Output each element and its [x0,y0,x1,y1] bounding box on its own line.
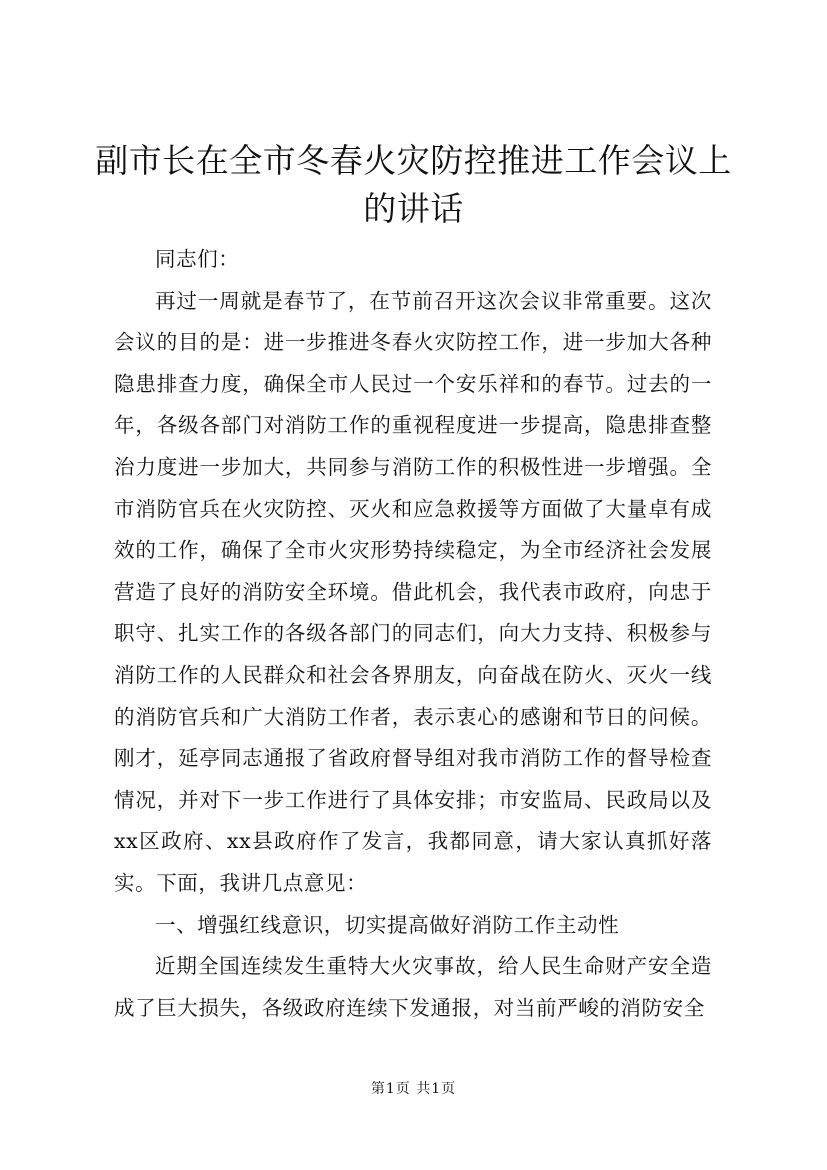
body-paragraph: 再过一周就是春节了，在节前召开这次会议非常重要。这次会议的目的是：进一步推进冬春火灾防控工作，进一步加大各种隐患排查力度，确保全市人民过一个安乐祥和的春节。过去的一年，各级各部门对消防工作的重视程度进一步提高，隐患排查整治力度进一步加大，共同参与消防工作的积极性进一步增强。全市消防官兵在火灾防控、灭火和应急救援等方面做了大量卓有成效的工作，确保了全市火灾形势持续稳定，为全市经济社会发展营造了良好的消防安全环境。借此机会，我代表市政府，向忠于职守、扎实工作的各级各部门的同志们，向大力支持、积极参与消防工作的人民群众和社会各界朋友，向奋战在防火、灭火一线的消防官兵和广大消防工作者，表示衷心的感谢和节日的问候。刚才，延亭同志通报了省政府督导组对我市消防工作的督导检查情况，并对下一步工作进行了具体安排；市安监局、民政局以及xx区政府、xx县政府作了发言，我都同意，请大家认真抓好落实。下面，我讲几点意见： [114,288,712,895]
section-heading: 一、增强红线意识，切实提高做好消防工作主动性 [155,912,620,937]
page-footer: 第1页 共1页 [370,1081,457,1097]
document-title: 副市长在全市冬春火灾防控推进工作会议上的讲话 [95,141,732,228]
section-paragraph: 近期全国连续发生重特大火灾事故，给人民生命财产安全造成了巨大损失，各级政府连续下发通报，对当前严峻的消防安全 [114,954,712,1020]
document-body [114,239,712,1029]
salutation: 同志们： [155,247,240,271]
